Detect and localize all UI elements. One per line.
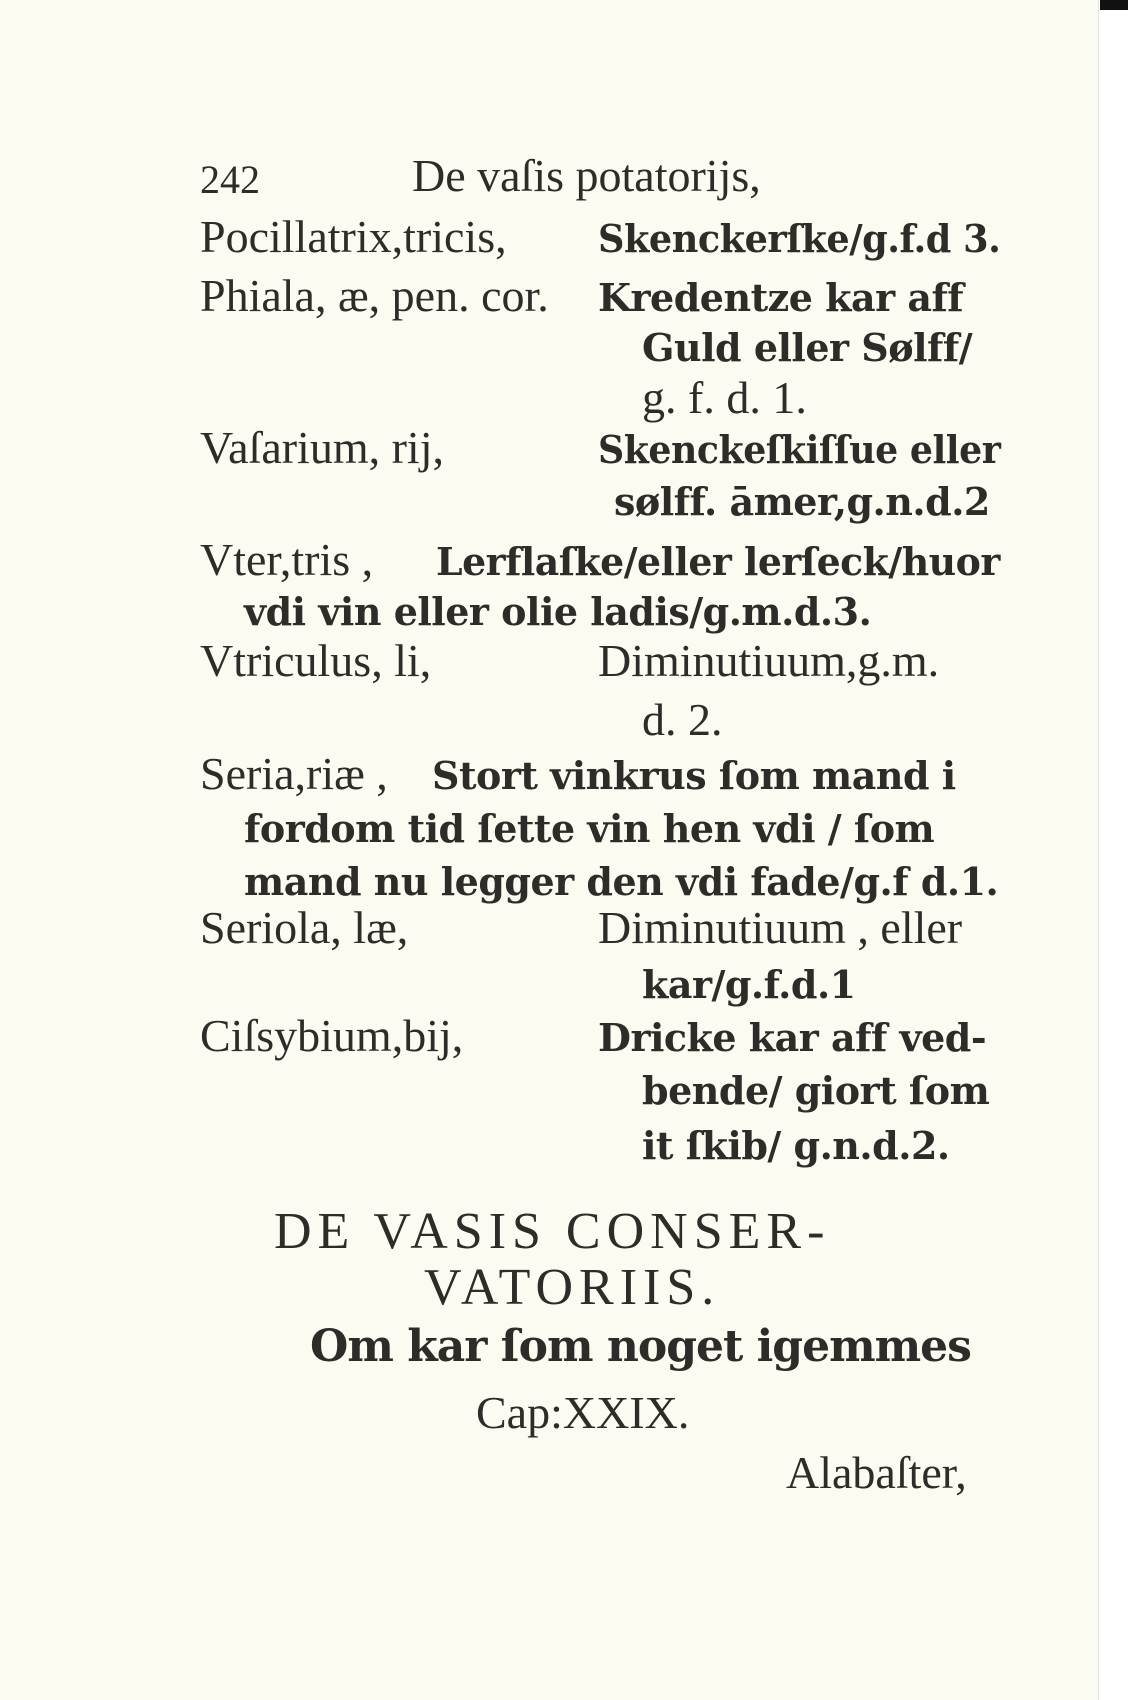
entry-danish-vtriculus-2: d. 2.	[642, 694, 723, 745]
page-number: 242	[200, 157, 260, 202]
entry-danish-phiala-2: Guld eller Sølff/	[642, 325, 973, 370]
entry-danish-pocillatrix-1: Skenckerſke/g.f.d 3.	[598, 216, 1001, 261]
entry-danish-phiala-1: Kredentze kar aff	[598, 275, 964, 320]
entry-latin-pocillatrix: Pocillatrix,tricis,	[200, 211, 507, 262]
entry-danish-vter-2: vdi vin eller olie ladis/g.m.d.3.	[244, 589, 872, 634]
entry-danish-seria-3: mand nu legger den vdi fade/g.f d.1.	[244, 859, 999, 904]
entry-danish-vtriculus-1: Diminutiuum,g.m.	[598, 635, 940, 686]
entry-danish-seria-1: Stort vinkrus ſom mand i	[432, 753, 956, 798]
entry-latin-vasarium: Vaſarium, rij,	[200, 422, 444, 473]
entry-danish-phiala-3: g. f. d. 1.	[642, 372, 807, 423]
entry-danish-seriola-2: kar/g.f.d.1	[642, 962, 856, 1007]
entry-latin-seria: Seria,riæ ,	[200, 748, 388, 799]
entry-latin-vter: Vter,tris ,	[200, 534, 374, 585]
scan-edge-mark	[1100, 0, 1128, 10]
entry-latin-phiala: Phiala, æ, pen. cor.	[200, 270, 549, 321]
section-heading-line2: VATORIIS.	[424, 1259, 721, 1316]
scan-edge-strip	[1098, 0, 1128, 1700]
entry-danish-vasarium-2: sølff. āmer,g.n.d.2	[614, 479, 990, 524]
entry-danish-seriola-1: Diminutiuum , eller	[598, 902, 963, 953]
entry-danish-seria-2: fordom tid ſette vin hen vdi / ſom	[244, 806, 935, 851]
entry-latin-vtriculus: Vtriculus, li,	[200, 635, 432, 686]
entry-latin-seriola: Seriola, læ,	[200, 902, 409, 953]
catchword: Alabaſter,	[786, 1447, 967, 1498]
chapter-label: Cap:XXIX.	[476, 1387, 690, 1438]
section-subtitle: Om kar ſom noget igemmes	[310, 1321, 971, 1372]
running-head: De vaſis potatorijs,	[412, 150, 761, 201]
entry-danish-cissybium-3: it ſkib/ g.n.d.2.	[642, 1123, 950, 1168]
entry-danish-vasarium-1: Skenckeſkiſſue eller	[598, 427, 1001, 472]
entry-danish-cissybium-1: Dricke kar aff ved-	[598, 1015, 987, 1060]
entry-danish-vter-1: Lerflaſke/eller lerſeck/huor	[436, 539, 1000, 584]
entry-danish-cissybium-2: bende/ giort ſom	[642, 1068, 990, 1113]
entry-latin-cissybium: Ciſsybium,bij,	[200, 1010, 464, 1061]
section-heading-line1: DE VASIS CONSER-	[274, 1203, 831, 1260]
